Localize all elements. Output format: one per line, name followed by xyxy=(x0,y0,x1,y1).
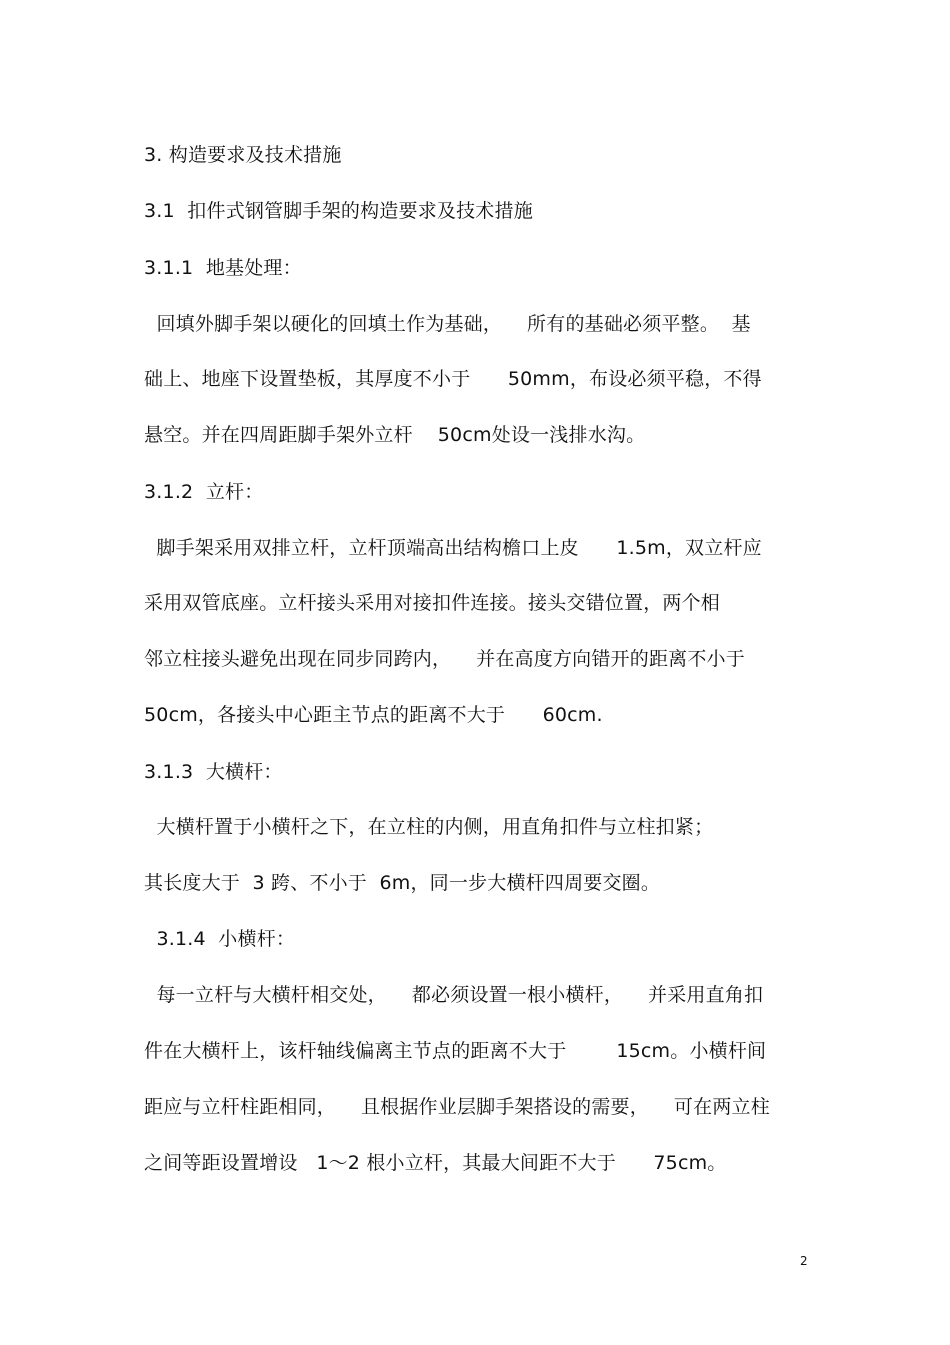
paragraph-line: 邻立柱接头避免出现在同步同跨内， 并在高度方向错开的距离不小于 xyxy=(144,648,745,670)
section-heading-3-1: 3.1 扣件式钢管脚手架的构造要求及技术措施 xyxy=(144,200,533,222)
section-heading-3-1-4: 3.1.4 小横杆： xyxy=(144,928,296,950)
paragraph-line: 大横杆置于小横杆之下，在立柱的内侧，用直角扣件与立柱扣紧； xyxy=(144,816,714,838)
section-heading-3-1-3: 3.1.3 大横杆： xyxy=(144,761,283,783)
paragraph-line: 每一立杆与大横杆相交处， 都必须设置一根小横杆， 并采用直角扣 xyxy=(144,984,764,1006)
paragraph-line: 础上、地座下设置垫板，其厚度不小于 50mm，布设必须平稳，不得 xyxy=(144,368,762,390)
section-heading-3-1-1: 3.1.1 地基处理： xyxy=(144,257,302,279)
paragraph-line: 采用双管底座。立杆接头采用对接扣件连接。接头交错位置，两个相 xyxy=(144,592,721,614)
paragraph-line: 距应与立杆柱距相同， 且根据作业层脚手架搭设的需要， 可在两立柱 xyxy=(144,1096,770,1118)
paragraph-line: 之间等距设置增设 1～2 根小立杆，其最大间距不大于 75cm。 xyxy=(144,1152,727,1174)
paragraph-line: 悬空。并在四周距脚手架外立杆 50cm处设一浅排水沟。 xyxy=(144,424,646,446)
paragraph-line: 脚手架采用双排立杆，立杆顶端高出结构檐口上皮 1.5m，双立杆应 xyxy=(144,537,762,559)
paragraph-line: 其长度大于 3 跨、不小于 6m，同一步大横杆四周要交圈。 xyxy=(144,872,661,894)
section-heading-3: 3. 构造要求及技术措施 xyxy=(144,144,342,166)
section-heading-3-1-2: 3.1.2 立杆： xyxy=(144,481,264,503)
paragraph-line: 件在大横杆上，该杆轴线偏离主节点的距离不大于 15cm。小横杆间 xyxy=(144,1040,767,1062)
paragraph-line: 50cm，各接头中心距主节点的距离不大于 60cm. xyxy=(144,704,603,726)
page-number: 2 xyxy=(800,1254,808,1268)
paragraph-line: 回填外脚手架以硬化的回填土作为基础， 所有的基础必须平整。 基 xyxy=(144,313,751,335)
